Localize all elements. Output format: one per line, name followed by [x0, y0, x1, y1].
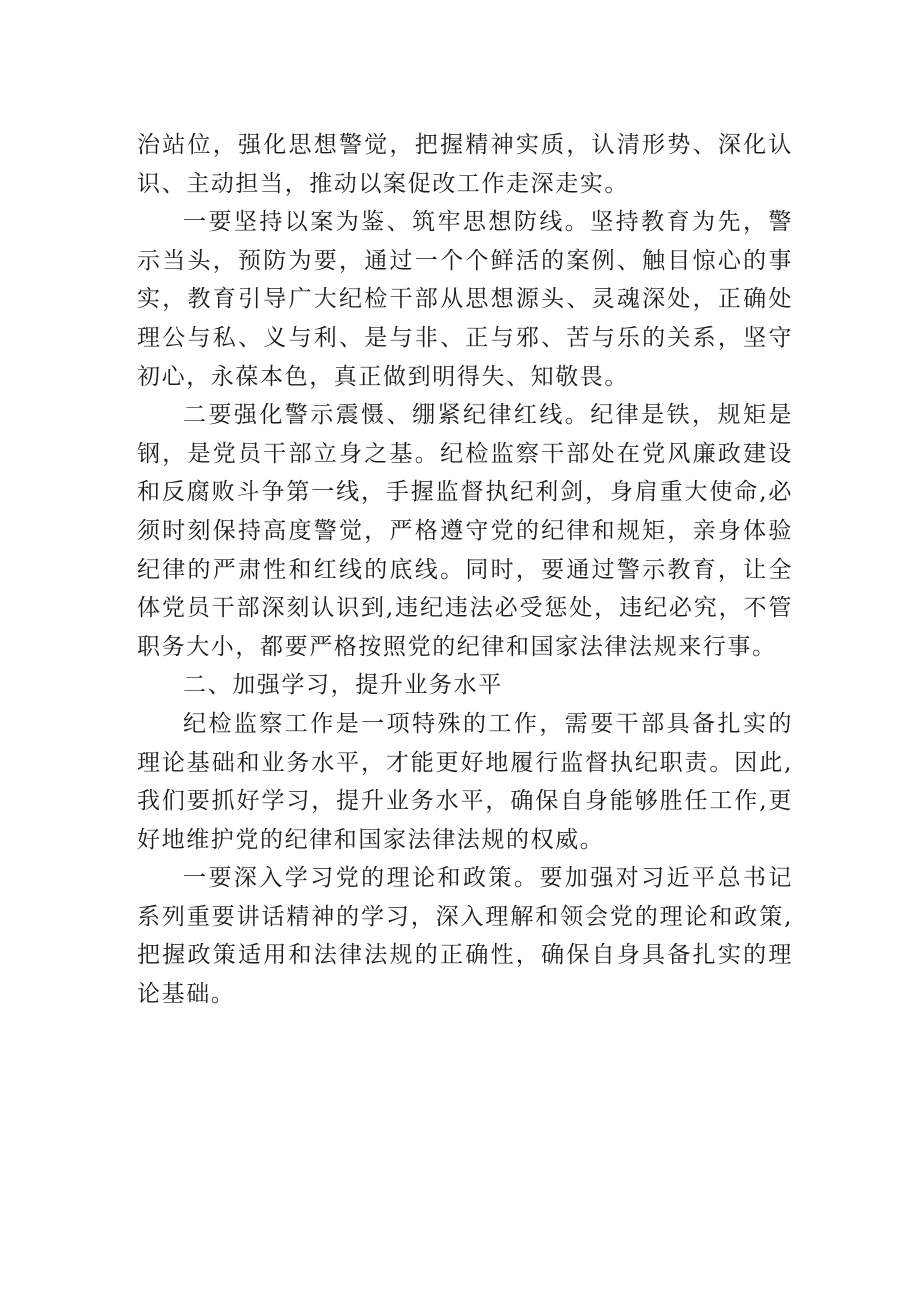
section-heading-study: 二、加强学习，提升业务水平 [183, 672, 503, 699]
paragraph-warning-education: 一要坚持以案为鉴、筑牢思想防线。坚持教育为先，警示当头，预防为要，通过一个个鲜活的案例、触目惊心的事实，教育引导广大纪检干部从思想源头、灵魂深处，正确处理公与私、义与利、是与非、正与邪、苦与乐的关系，坚守初心，永葆本色，真正做到明得失、知敬畏。 [137, 209, 793, 390]
document-body [137, 126, 793, 1014]
paragraph-continuation: 治站位，强化思想警觉，把握精神实质，认清形势、深化认识、主动担当，推动以案促改工作走深走实。 [137, 132, 793, 197]
paragraph-theory-policy: 一要深入学习党的理论和政策。要加强对习近平总书记系列重要讲话精神的学习，深入理解和领会党的理论和政策,把握政策适用和法律法规的正确性，确保自身具备扎实的理论基础。 [137, 865, 793, 1008]
paragraph-discipline-redline: 二要强化警示震慑、绷紧纪律红线。纪律是铁，规矩是钢，是党员干部立身之基。纪检监察干部处在党风廉政建设和反腐败斗争第一线，手握监督执纪利剑，身肩重大使命,必须时刻保持高度警觉，严格遵守党的纪律和规矩，亲身体验纪律的严肃性和红线的底线。同时，要通过警示教育，让全体党员干部深刻认识到,违纪违法必受惩处，违纪必究，不管职务大小，都要严格按照党的纪律和国家法律法规来行事。 [137, 402, 793, 660]
paragraph-study-intro: 纪检监察工作是一项特殊的工作，需要干部具备扎实的理论基础和业务水平，才能更好地履行监督执纪职责。因此,我们要抓好学习，提升业务水平，确保自身能够胜任工作,更好地维护党的纪律和国家法律法规的权威。 [137, 710, 793, 853]
